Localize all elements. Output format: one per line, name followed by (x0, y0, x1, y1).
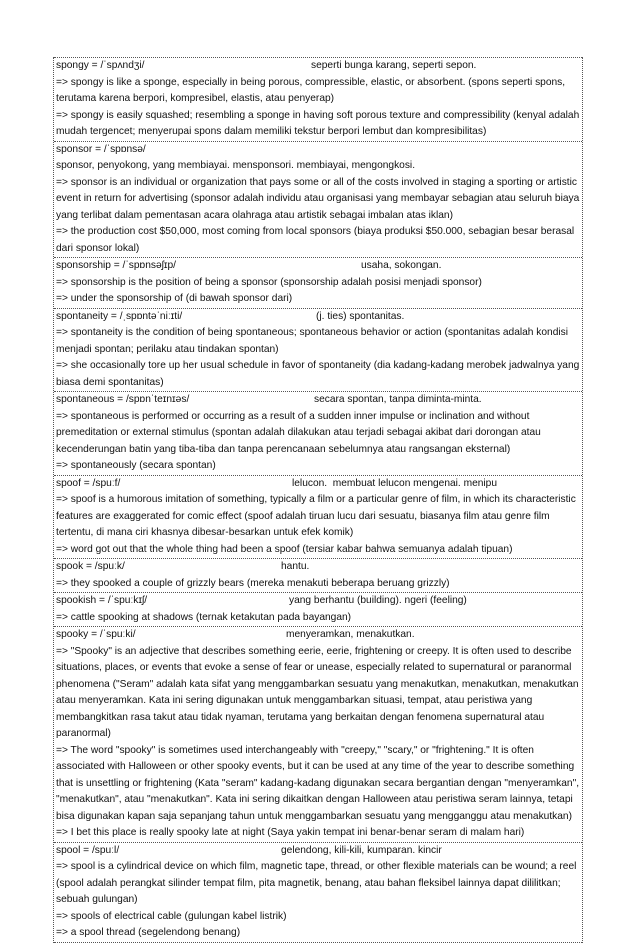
entry-headline (56, 559, 580, 576)
entry-example-line: => spongy is like a sponge, especially in being porous, compressible, elastic, or absorbent. (spons seperti spons, terutama karena berpori, kompresibel, elastis, atau penyerap) (56, 76, 568, 104)
entry-translation: sponsor, penyokong, yang membiayai. mensponsori. membiayai, mengongkosi. (56, 160, 416, 171)
entry-term: spooky = /ˈspuːki/ (56, 629, 136, 640)
entry-headline (56, 593, 580, 610)
entry-term: sponsor = /ˈspɒnsə/ (56, 143, 146, 155)
entry-example-line: => sponsor is an individual or organization that pays some or all of the costs involved in staging a sporting or artistic event in return for advertising (sponsor adalah individu atau organisasi yang membayar sebagian atau seluruh biaya yang terlibat dalam pementasan acara olahraga atau artistik sebagai imbalan atas iklan) (56, 176, 583, 221)
dictionary-entry (54, 475, 582, 559)
entry-example-line: => they spooked a couple of grizzly bears (mereka menakuti beberapa beruang grizzly) (56, 577, 450, 589)
dictionary-entry (54, 308, 582, 392)
entry-term: spontaneity = /ˌspɒntəˈniːɪti/ (56, 310, 183, 322)
entry-headline (56, 142, 580, 175)
entry-example-line: => The word "spooky" is sometimes used interchangeably with "creepy," "scary," or "frightening." It is often associated with Halloween or other spooky events, but it can be used at any time of the year to describe something that is unsettling or frightening (Kata "seram" kadang-kadang digunakan secara bergantian dengan "menyeramkan", "menakutkan", atau "menakutkan". Kata ini sering dikaitkan dengan Halloween atau peristiwa seram lainnya, tetapi bisa digunakan kapan saja sepanjang tahun untuk menggambarkan sesuatu yang mengganggu atau menakutkan) (56, 744, 582, 822)
dictionary-entry (54, 57, 582, 141)
dictionary-entry (54, 626, 582, 842)
dictionary-entry (54, 257, 582, 308)
entry-term: spookish = /ˈspuːkɪʃ/ (56, 595, 148, 606)
entry-example-line: => spongy is easily squashed; resembling a sponge in having soft porous texture and compressibility (kenyal adalah mudah tergencet; menyerupai spons dalam memiliki tekstur berpori lembut dan kompresibilitas) (56, 109, 583, 137)
dictionary-entry (54, 558, 582, 592)
entry-example-line: => spools of electrical cable (gulungan kabel listrik) (56, 910, 287, 922)
entry-translation: (j. ties) spontanitas. (316, 310, 405, 322)
entry-translation: yang berhantu (building). ngeri (feeling) (289, 595, 467, 606)
entry-example-line: => she occasionally tore up her usual schedule in favor of spontaneity (dia kadang-kadang merobek jadwalnya yang biasa demi spontanitas) (56, 360, 583, 388)
entry-headline (56, 627, 580, 644)
entry-headline (56, 309, 580, 326)
entry-translation: lelucon. membuat lelucon mengenai. menipu (292, 477, 498, 489)
entry-example-line: => spontaneously (secara spontan) (56, 460, 216, 471)
entry-example-line: => I bet this place is really spooky late at night (Saya yakin tempat ini benar-benar seram di malam hari) (56, 827, 525, 838)
entry-headline (56, 258, 580, 275)
entry-example-line: => word got out that the whole thing had been a spoof (tersiar kabar bahwa semuanya adalah tipuan) (56, 543, 513, 555)
entry-example-line: => "Spooky" is an adjective that describes something eerie, eerie, frightening or creepy. It is often used to describe situations, places, or events that evoke a sense of fear or unease, especially related to supernatural or paranormal phenomena ("Seram" adalah kata sifat yang menggambarkan sesuatu yang menakutkan, menakutkan, menakutkan atau menyeramkan. Kata ini sering digunakan untuk menggambarkan situasi, tempat, atau peristiwa yang membangkitkan rasa takut atau tidak nyaman, terutama yang berkaitan dengan fenomena supernatural atau paranormal) (56, 645, 582, 739)
entry-term: spool = /spuːl/ (56, 844, 120, 856)
dictionary-entry (54, 141, 582, 258)
entry-term: sponsorship = /ˈspɒnsəʃɪp/ (56, 260, 177, 271)
entry-translation: usaha, sokongan. (361, 260, 442, 271)
dictionary-entry (54, 592, 582, 626)
entry-translation: seperti bunga karang, seperti sepon. (311, 60, 477, 71)
entry-example-line: => a spool thread (segelendong benang) (56, 927, 241, 938)
dictionary-entry (54, 842, 582, 943)
entry-translation: gelendong, kili-kili, kumparan. kincir (281, 844, 442, 856)
entry-term: spongy = /ˈspʌndʒi/ (56, 60, 145, 71)
entry-example-line: => spoof is a humorous imitation of something, typically a film or a particular genre of film, in which its characteristic features are exaggerated for comic effect (spoof adalah tiruan lucu dari sesuatu, biasanya film atau genre film tertentu, di mana ciri khasnya dibesar-besarkan untuk efek komik) (56, 494, 579, 538)
entry-headline (56, 843, 580, 860)
entry-example-line: => sponsorship is the position of being a sponsor (sponsorship adalah posisi menjadi sponsor) (56, 276, 482, 288)
entry-headline (56, 58, 580, 75)
dictionary-entry (54, 391, 582, 475)
entry-example-line: => cattle spooking at shadows (ternak ketakutan pada bayangan) (56, 611, 352, 623)
entry-example-line: => spool is a cylindrical device on which film, magnetic tape, thread, or other flexible materials can be wound; a reel (spool adalah perangkat silinder tempat film, pita magnetik, benang, atau bahan fleksibel lainnya dapat dililitkan; sebuah gulungan) (56, 861, 580, 905)
dictionary-sheet (53, 57, 583, 943)
entry-translation: secara spontan, tanpa diminta-minta. (314, 394, 482, 405)
entry-example-line: => under the sponsorship of (di bawah sponsor dari) (56, 293, 293, 304)
entry-term: spontaneous = /spɒnˈteɪnɪəs/ (56, 394, 190, 405)
entry-term: spook = /spuːk/ (56, 561, 125, 572)
entry-headline (56, 392, 580, 409)
entry-translation: hantu. (281, 561, 310, 572)
entry-translation: menyeramkan, menakutkan. (286, 629, 415, 640)
entry-example-line: => spontaneity is the condition of being spontaneous; spontaneous behavior or action (spontanitas adalah kondisi menjadi spontan; perilaku atau tindakan spontan) (56, 327, 571, 355)
entry-example-line: => the production cost $50,000, most coming from local sponsors (biaya produksi $50.000, sebagian besar berasal dari sponsor lokal) (56, 226, 578, 254)
entry-term: spoof = /spuːf/ (56, 477, 121, 489)
entry-example-line: => spontaneous is performed or occurring as a result of a sudden inner impulse or inclination and without premeditation or external stimulus (spontan adalah dilakukan atau terjadi sebagai akibat dari dorongan atau kecenderungan batin yang tiba-tiba dan tanpa perencanaan sebelumnya atau rangsangan eksternal) (56, 410, 544, 455)
entry-headline (56, 476, 580, 493)
